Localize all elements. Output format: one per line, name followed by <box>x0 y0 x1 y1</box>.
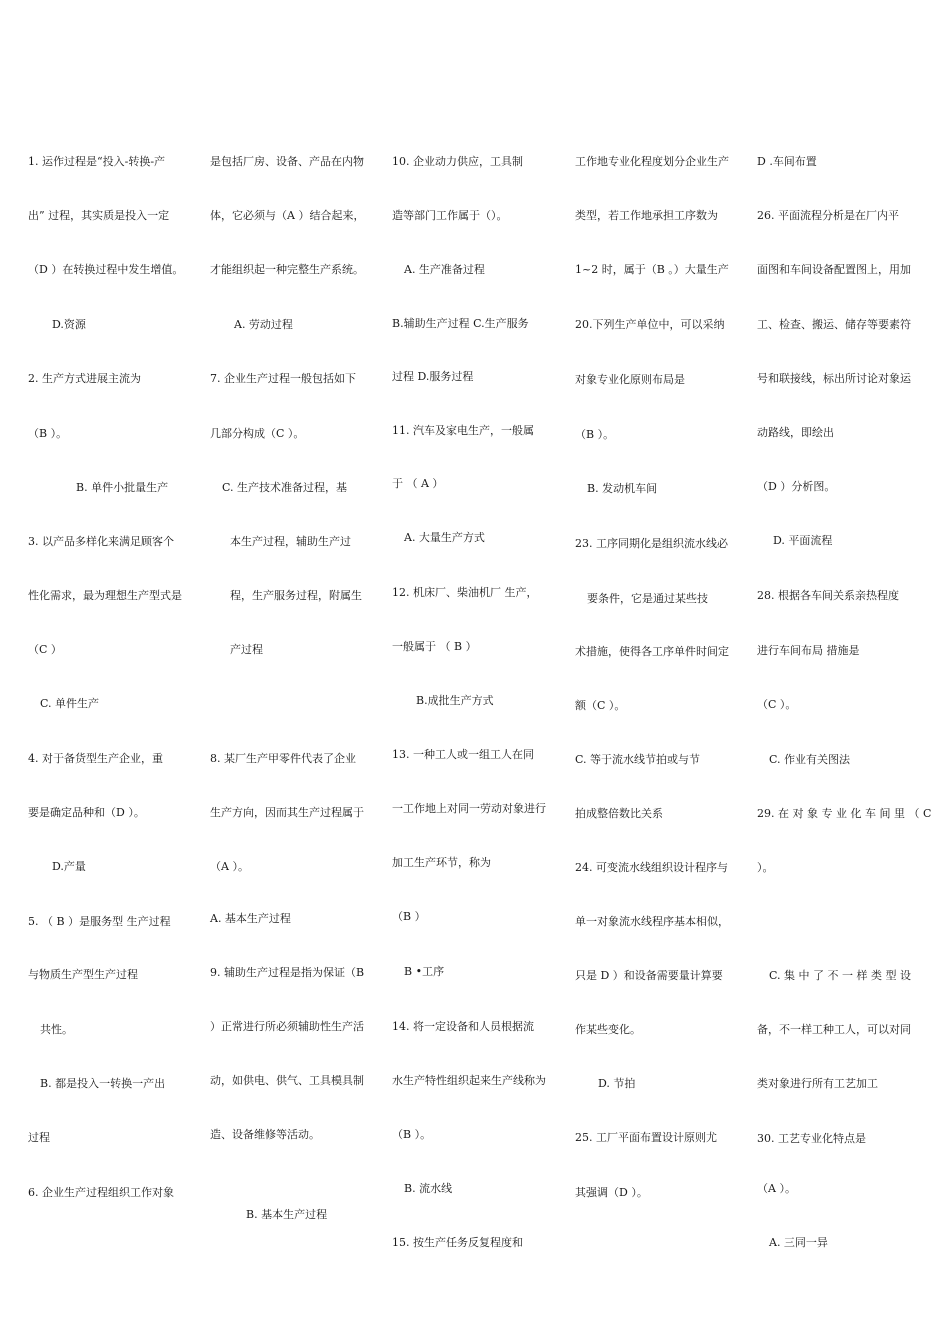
text-line: （A ）。 <box>757 1182 796 1195</box>
text-line: （C ）。 <box>757 698 797 711</box>
text-line: 对象专业化原则布局是 <box>575 373 685 386</box>
answer-line: C. 作业有关图法 <box>769 753 851 766</box>
answer-line: B.成批生产方式 <box>416 694 494 707</box>
text-line: 才能组织起一种完整生产系统。 <box>210 263 364 276</box>
answer-line: D .车间布置 <box>757 155 817 168</box>
text-line: ）正常进行所必须辅助性生产活 <box>210 1020 364 1033</box>
text-line: （D ）在转换过程中发生增值。 <box>28 263 184 276</box>
text-line: 术措施，使得各工序单件时间定 <box>575 645 729 658</box>
text-line: ）。 <box>757 861 774 874</box>
answer-line: D.资源 <box>52 318 86 331</box>
answer-line: B •工序 <box>404 965 445 978</box>
text-line: 出” 过程，其实质是投入一定 <box>28 209 170 222</box>
text-line: 要条件，它是通过某些技 <box>587 592 708 605</box>
text-line: （C ） <box>28 643 62 656</box>
text-line: 本生产过程，辅助生产过 <box>230 535 351 548</box>
text-line: （D ）分析图。 <box>757 480 836 493</box>
text-line: 共性。 <box>40 1023 73 1036</box>
text-line: 拍成整倍数比关系 <box>575 807 663 820</box>
text-line: 过程 <box>28 1131 50 1144</box>
text-line: 一般属于 （ B ） <box>392 640 477 653</box>
text-line: 10. 企业动力供应，工具制 <box>392 155 523 168</box>
answer-line: B. 都是投入一转换一产出 <box>40 1077 166 1090</box>
text-line: 11. 汽车及家电生产，一般属 <box>392 424 534 437</box>
answer-line: A. 三同一异 <box>769 1236 828 1249</box>
answer-line: B. 基本生产过程 <box>246 1208 328 1221</box>
text-line: 类型，若工作地承担工序数为 <box>575 209 718 222</box>
text-line: 生产方向，因而其生产过程属于 <box>210 806 364 819</box>
text-line: 体，它必须与（A ）结合起来， <box>210 209 365 222</box>
text-line: 产过程 <box>230 643 263 656</box>
answer-line: A. 劳动过程 <box>234 318 293 331</box>
text-line: B.辅助生产过程 C.生产服务 <box>392 317 529 330</box>
text-line: 号和联接线，标出所讨论对象运 <box>757 372 911 385</box>
answer-line: D. 平面流程 <box>773 534 833 547</box>
text-line: 6. 企业生产过程组织工作对象 <box>28 1186 174 1199</box>
text-line: 单一对象流水线程序基本相似， <box>575 915 729 928</box>
text-line: 作某些变化。 <box>575 1023 641 1036</box>
text-line: 9. 辅助生产过程是指为保证（B <box>210 966 365 979</box>
text-line: 29. 在 对 象 专 业 化 车 间 里 （ C <box>757 807 932 820</box>
text-line: 一工作地上对同一劳动对象进行 <box>392 802 546 815</box>
text-line: 12. 机床厂、柴油机厂 生产， <box>392 586 538 599</box>
answer-line: B. 流水线 <box>404 1182 453 1195</box>
answer-line: C. 生产技术准备过程，基 <box>222 481 348 494</box>
text-line: 2. 生产方式进展主流为 <box>28 372 141 385</box>
answer-line: C. 等于流水线节拍或与节 <box>575 753 701 766</box>
text-line: 造等部门工作属于（）。 <box>392 209 508 222</box>
text-line: 28. 根据各车间关系亲热程度 <box>757 589 899 602</box>
answer-line: D. 节拍 <box>598 1077 636 1090</box>
text-line: 于 （ A ） <box>392 477 444 490</box>
text-line: 25. 工厂平面布置设计原则尤 <box>575 1131 717 1144</box>
text-line: 程，生产服务过程，附属生 <box>230 589 362 602</box>
text-line: 造、设备维修等活动。 <box>210 1128 320 1141</box>
text-line: （B ）。 <box>575 428 615 441</box>
text-line: 加工生产环节，称为 <box>392 856 491 869</box>
text-line: （B ） <box>392 910 426 923</box>
text-line: 类对象进行所有工艺加工 <box>757 1077 878 1090</box>
text-line: 动路线，即绘出 <box>757 426 834 439</box>
text-line: 面图和车间设备配置图上，用加 <box>757 263 911 276</box>
answer-line: A. 基本生产过程 <box>210 912 291 925</box>
text-line: （B ）。 <box>28 427 68 440</box>
text-line: 3. 以产品多样化来满足顾客个 <box>28 535 174 548</box>
text-line: 工作地专业化程度划分企业生产 <box>575 155 729 168</box>
text-line: 26. 平面流程分析是在厂内平 <box>757 209 899 222</box>
text-line: 其强调（D ）。 <box>575 1186 648 1199</box>
text-line: 动，如供电、供气、工具模具制 <box>210 1074 364 1087</box>
text-line: 24. 可变流水线组织设计程序与 <box>575 861 728 874</box>
text-line: 备，不一样工种工人，可以对同 <box>757 1023 911 1036</box>
text-line: 30. 工艺专业化特点是 <box>757 1132 866 1145</box>
text-line: 性化需求，最为理想生产型式是 <box>28 589 182 602</box>
text-line: 20.下列生产单位中，可以采纳 <box>575 318 725 331</box>
answer-line: A. 生产准备过程 <box>404 263 485 276</box>
text-line: （B ）。 <box>392 1128 432 1141</box>
text-line: 4. 对于备货型生产企业，重 <box>28 752 163 765</box>
text-line: 过程 D.服务过程 <box>392 370 474 383</box>
text-line: （A ）。 <box>210 860 249 873</box>
text-line: 23. 工序同期化是组织流水线必 <box>575 537 728 550</box>
text-line: 要是确定品种和（D ）。 <box>28 806 145 819</box>
text-line: 14. 将一定设备和人员根据流 <box>392 1020 534 1033</box>
text-line: 只是 D ）和设备需要量计算要 <box>575 969 723 982</box>
text-line: 与物质生产型生产过程 <box>28 968 138 981</box>
answer-line: D.产量 <box>52 860 86 873</box>
text-line: 13. 一种工人或一组工人在同 <box>392 748 534 761</box>
text-line: 工、检查、搬运、储存等要素符 <box>757 318 911 331</box>
text-line: 1~2 时，属于（B 。）大量生产 <box>575 263 729 276</box>
answer-line: A. 大量生产方式 <box>404 531 485 544</box>
text-line: 几部分构成（C ）。 <box>210 427 305 440</box>
answer-line: C. 集 中 了 不 一 样 类 型 设 <box>769 969 911 982</box>
text-line: 进行车间布局 措施是 <box>757 644 860 657</box>
answer-line: B. 发动机车间 <box>587 482 658 495</box>
text-line: 5. （ B ）是服务型 生产过程 <box>28 915 171 928</box>
text-line: 水生产特性组织起来生产线称为 <box>392 1074 546 1087</box>
text-line: 15. 按生产任务反复程度和 <box>392 1236 523 1249</box>
text-line: 7. 企业生产过程一般包括如下 <box>210 372 356 385</box>
text-line: 额（C ）。 <box>575 699 626 712</box>
text-line: 是包括厂房、设备、产品在内物 <box>210 155 364 168</box>
answer-line: C. 单件生产 <box>40 697 100 710</box>
text-line: 8. 某厂生产甲零件代表了企业 <box>210 752 356 765</box>
text-line: 1. 运作过程是“投入-转换-产 <box>28 155 166 168</box>
answer-line: B. 单件小批量生产 <box>76 481 169 494</box>
